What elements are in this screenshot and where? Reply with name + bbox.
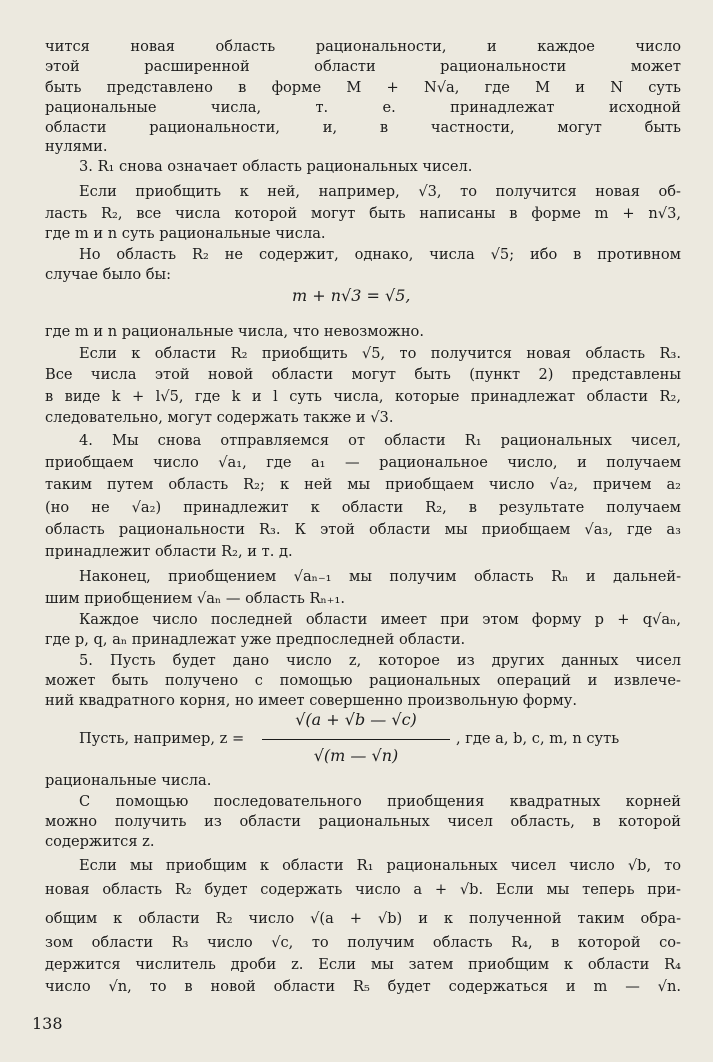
section-4-start: 4. Мы снова отправляемся от области R₁ рациональных чисел, — [79, 432, 681, 449]
fraction-trail-text: , где a, b, c, m, n суть — [456, 730, 620, 747]
text-line: число √n, то в новой области R₅ будет содержаться и m — √n. — [45, 978, 681, 995]
text-line: Но область R₂ не содержит, однако, числа √5; ибо в противном — [79, 246, 681, 263]
text-line: С помощью последовательного приобщения квадратных корней — [79, 793, 681, 810]
text-line: область рациональности R₃. К этой области мы приобщаем √a₃, где a₃ — [45, 521, 681, 538]
text-line: быть представлено в форме M + N√a, где M и N суть — [45, 79, 681, 96]
text-line: где p, q, aₙ принадлежат уже предпоследней области. — [45, 631, 466, 648]
text-line: где m и n суть рациональные числа. — [45, 225, 326, 242]
text-line: ласть R₂, все числа которой могут быть написаны в форме m + n√3, — [45, 205, 681, 222]
fraction-bar — [262, 739, 450, 740]
formula: m + n√3 = √5, — [292, 286, 411, 305]
text-line: Наконец, приобщением √aₙ₋₁ мы получим область Rₙ и дальней- — [79, 568, 681, 585]
text-line: Если мы приобщим к области R₁ рациональных чисел число √b, то — [79, 857, 681, 874]
fraction-numerator: √(a + √b — √c) — [295, 710, 417, 729]
text-line: может быть получено с помощью рациональных операций и извлече- — [45, 672, 681, 689]
text-line: рациональные числа. — [45, 772, 212, 789]
text-line: (но не √a₂) принадлежит к области R₂, в результате получаем — [45, 499, 681, 516]
text-line: содержится z. — [45, 833, 155, 850]
text-line: следовательно, могут содержать также и √3. — [45, 409, 394, 426]
text-line: держится числитель дроби z. Если мы затем приобщим к области R₄ — [45, 956, 681, 973]
text-line: таким путем область R₂; к ней мы приобщаем число √a₂, причем a₂ — [45, 476, 681, 493]
page-number: 138 — [32, 1014, 63, 1033]
section-3-heading: 3. R₁ снова означает область рациональных чисел. — [79, 158, 473, 175]
text-line: зом области R₃ число √c, то получим область R₄, в которой со- — [45, 934, 681, 951]
text-line: можно получить из области рациональных чисел область, в которой — [45, 813, 681, 830]
text-line: этой расширенной области рациональности может — [45, 58, 681, 75]
text-line: области рациональности, и, в частности, могут быть — [45, 119, 681, 136]
text-line: Если приобщить к ней, например, √3, то получится новая об- — [79, 183, 681, 200]
fraction-formula — [258, 706, 454, 772]
fraction-lead-text: Пусть, например, z = — [79, 730, 245, 747]
section-5-start: 5. Пусть будет дано число z, которое из других данных чисел — [79, 652, 681, 669]
text-line: Если к области R₂ приобщить √5, то получится новая область R₃. — [79, 345, 681, 362]
text-line: приобщаем число √a₁, где a₁ — рациональное число, и получаем — [45, 454, 681, 471]
text-line: нулями. — [45, 138, 108, 155]
text-line: новая область R₂ будет содержать число a + √b. Если мы теперь при- — [45, 881, 681, 898]
text-line: Все числа этой новой области могут быть (пункт 2) представлены — [45, 366, 681, 383]
text-line: в виде k + l√5, где k и l суть числа, которые принадлежат области R₂, — [45, 388, 681, 405]
fraction-denominator: √(m — √n) — [313, 746, 399, 765]
text-line: Каждое число последней области имеет при этом форму p + q√aₙ, — [79, 611, 681, 628]
text-line: случае было бы: — [45, 266, 172, 283]
text-line: шим приобщением √aₙ — область Rₙ₊₁. — [45, 590, 345, 607]
text-line: ний квадратного корня, но имеет совершенно произвольную форму. — [45, 692, 578, 709]
text-line: где m и n рациональные числа, что невозможно. — [45, 323, 424, 340]
text-line: общим к области R₂ число √(a + √b) и к полученной таким обра- — [45, 910, 681, 927]
text-line: принадлежит области R₂, и т. д. — [45, 543, 293, 560]
text-line: рациональные числа, т. е. принадлежат исходной — [45, 99, 681, 116]
text-line: чится новая область рациональности, и каждое число — [45, 38, 681, 55]
